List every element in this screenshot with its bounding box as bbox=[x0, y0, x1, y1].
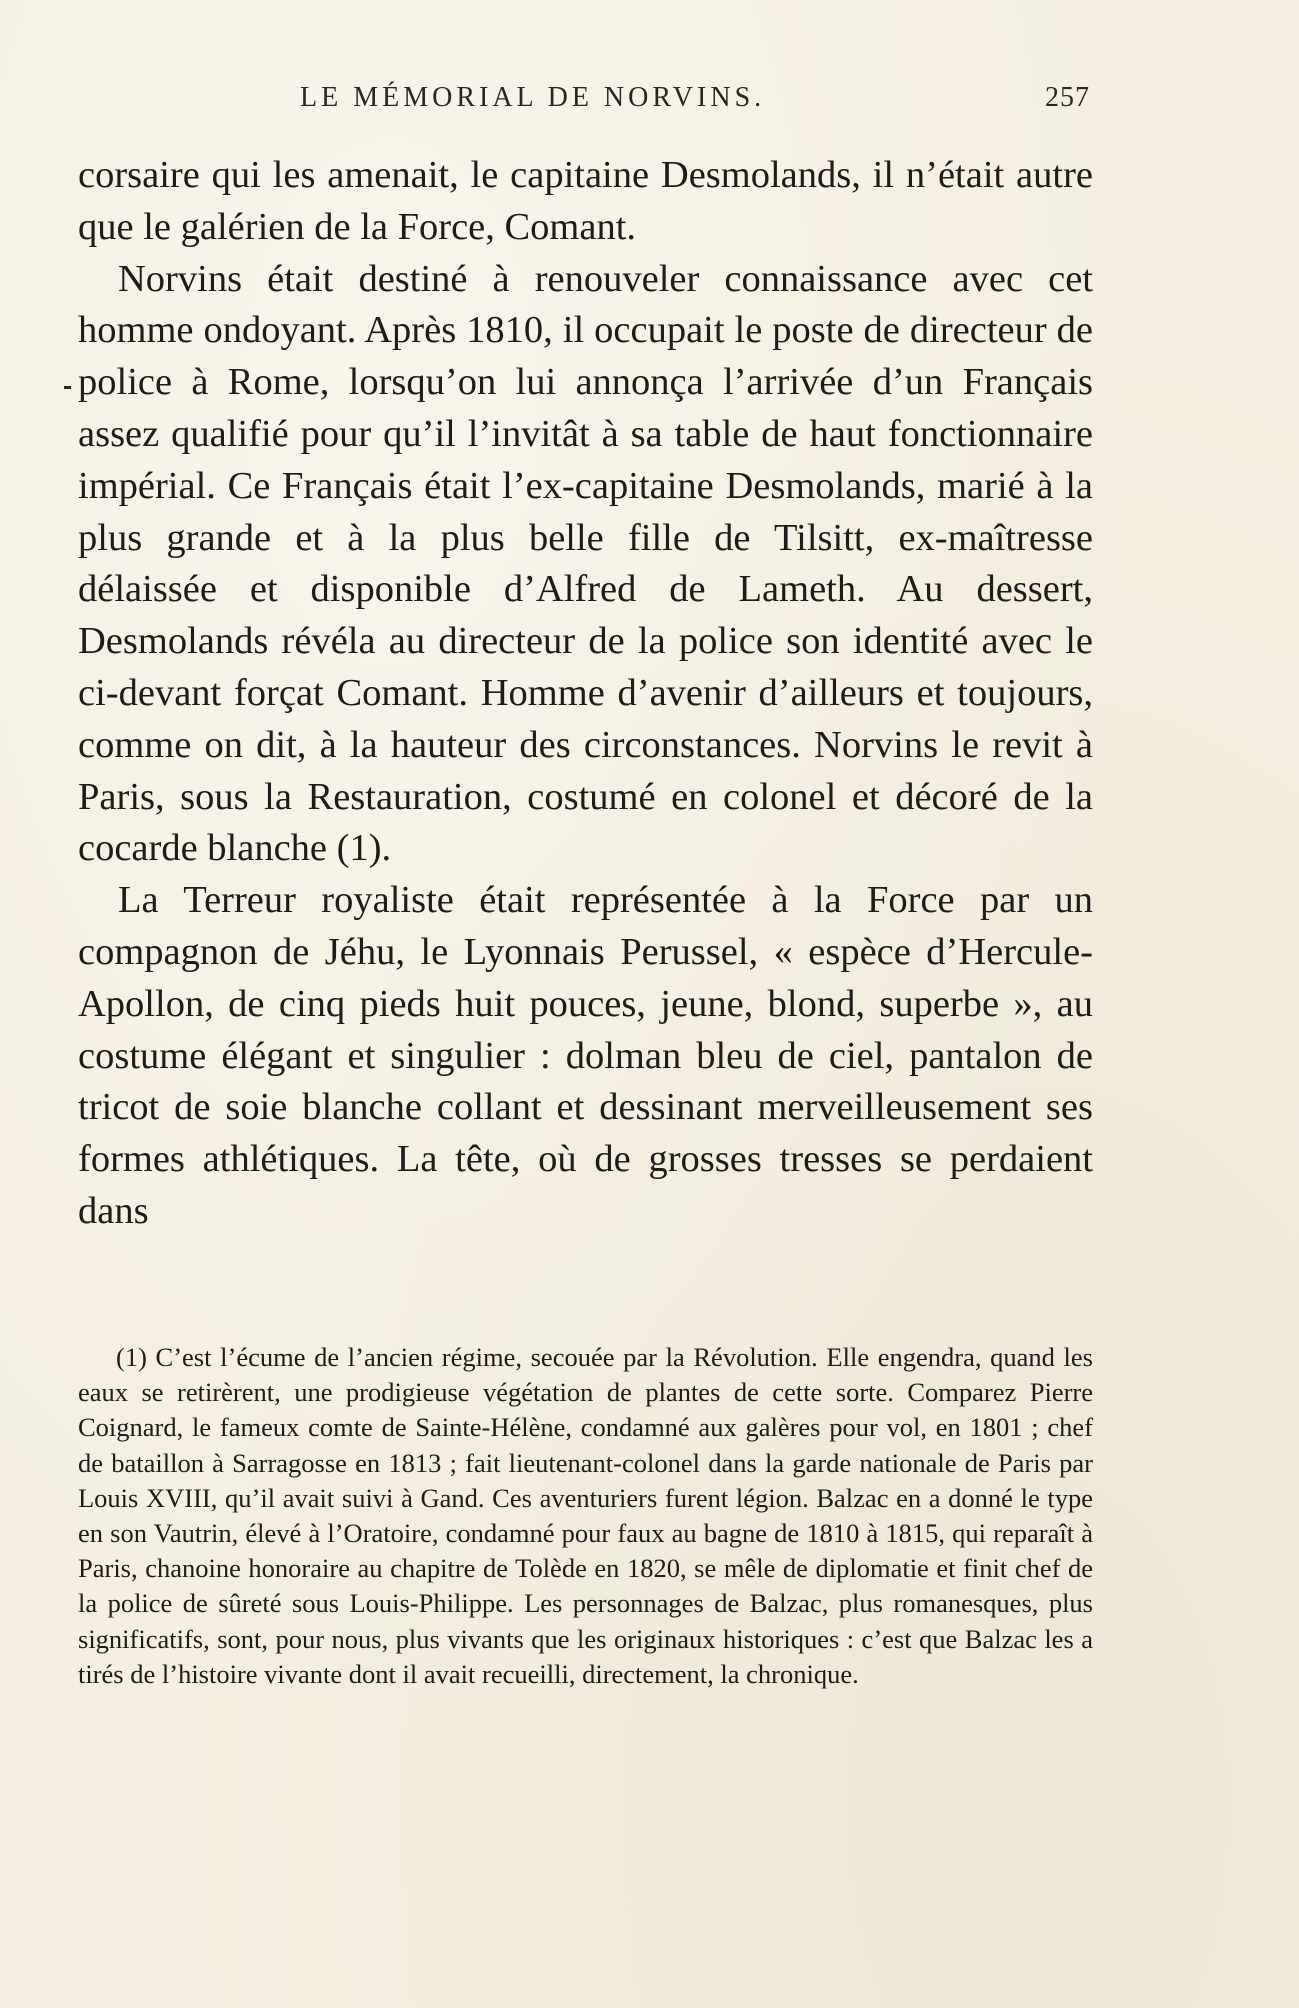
running-title: LE MÉMORIAL DE NORVINS. bbox=[300, 82, 766, 113]
paragraph: Norvins était destiné à renouveler connaissance avec cet homme ondoyant. Après 1810, il occupait le poste de directeur de police à Rome, lorsqu’on lui annonça l’arrivée d’un Français assez qualifié pour qu’il l’invitât à sa table de haut fonctionnaire impérial. Ce Français était l’ex-capitaine Desmolands, marié à la plus grande et à la plus belle fille de Tilsitt, ex-maîtresse délaissée et disponible d’Alfred de Lameth. Au dessert, Desmolands révéla au directeur de la police son identité avec le ci-devant forçat Comant. Homme d’avenir d’ailleurs et toujours, comme on dit, à la hauteur des circonstances. Norvins le revit à Paris, sous la Restauration, costumé en colonel et décoré de la cocarde blanche (1). bbox=[78, 257, 1093, 870]
footnotes bbox=[78, 1340, 1093, 1692]
margin-mark bbox=[64, 386, 71, 389]
footnote: (1) C’est l’écume de l’ancien régime, secouée par la Révolution. Elle engendra, quand les eaux se retirèrent, une prodigieuse végétation de plantes de cette sorte. Comparez Pierre Coignard, le fameux comte de Sainte-Hélène, condamné aux galères pour vol, en 1801 ; chef de bataillon à Sarragosse en 1813 ; fait lieutenant-colonel dans la garde nationale de Paris par Louis XVIII, qu’il avait suivi à Gand. Ces aventuriers furent légion. Balzac en a donné le type en son Vautrin, élevé à l’Oratoire, condamné pour faux au bagne de 1810 à 1815, qui reparaît à Paris, chanoine honoraire au chapitre de Tolède en 1820, se mêle de diplomatie et finit chef de la police de sûreté sous Louis-Philippe. Les personnages de Balzac, plus romanesques, plus significatifs, sont, pour nous, plus vivants que les originaux historiques : c’est que Balzac les a tirés de l’histoire vivante dont il avait recueilli, directement, la chronique. bbox=[78, 1342, 1093, 1689]
paragraph: corsaire qui les amenait, le capitaine Desmolands, il n’était autre que le galérien de la Force, Comant. bbox=[78, 154, 1093, 248]
paragraph: La Terreur royaliste était représentée à la Force par un compagnon de Jéhu, le Lyonnais Perussel, « espèce d’Hercule-Apollon, de cinq pieds huit pouces, jeune, blond, superbe », au costume élégant et singulier : dolman bleu de ciel, pantalon de tricot de soie blanche collant et dessinant merveilleusement ses formes athlétiques. La tête, où de grosses tresses se perdaient dans bbox=[78, 879, 1093, 1232]
page-number: 257 bbox=[1045, 82, 1090, 113]
page-header bbox=[300, 82, 1090, 122]
main-text bbox=[78, 150, 1093, 1238]
